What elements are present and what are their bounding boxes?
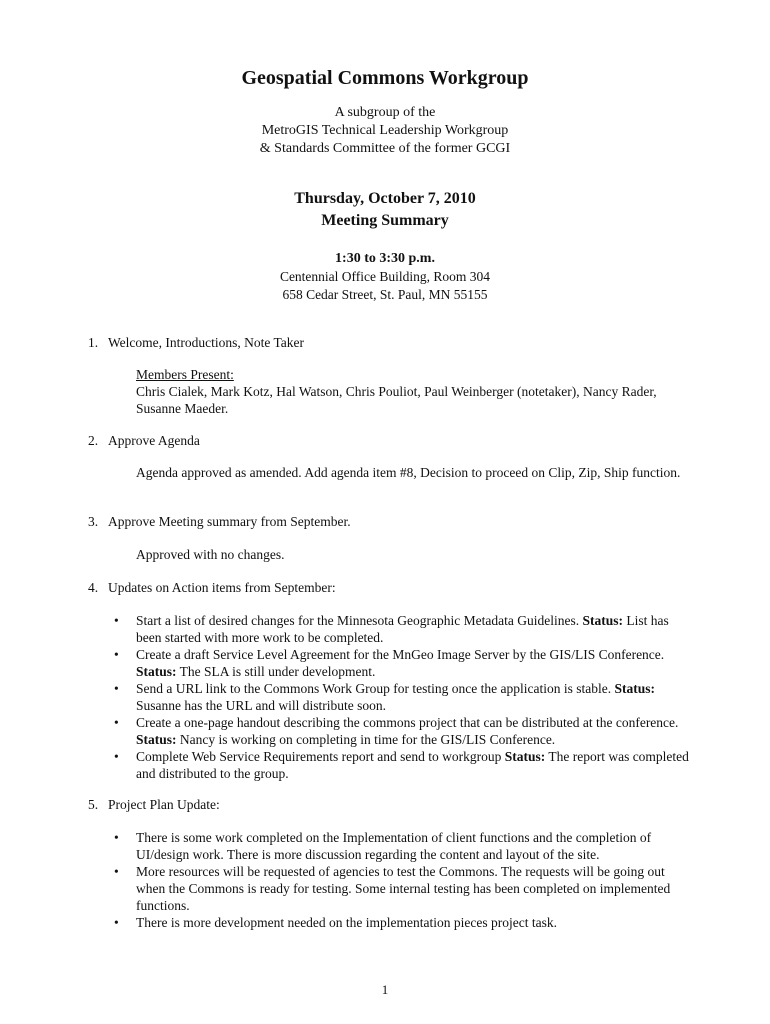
section-heading-2 [88, 432, 708, 449]
bullet-icon: • [114, 647, 119, 662]
status-label: Status: [614, 681, 655, 696]
page-number: 1 [381, 982, 389, 997]
status-label: Status: [136, 664, 177, 679]
members-list: Chris Cialek, Mark Kotz, Hal Watson, Chris Pouliot, Paul Weinberger (notetaker), Nancy Rader, Susanne Maeder. [136, 384, 657, 416]
status-label: Status: [504, 749, 546, 764]
subtitle-block [0, 104, 770, 158]
meeting-label: Meeting Summary [321, 212, 449, 229]
section-title: Welcome, Introductions, Note Taker [108, 335, 305, 350]
meeting-date: Thursday, October 7, 2010 [294, 190, 476, 207]
section-number: 3. [88, 514, 99, 529]
bullet-icon: • [114, 830, 119, 845]
meeting-details [0, 250, 770, 304]
section-number: 1. [88, 335, 99, 350]
subtitle-line: A subgroup of the [334, 105, 436, 120]
section-number: 5. [88, 797, 99, 812]
status-label: Status: [136, 732, 177, 747]
section-number: 4. [88, 580, 99, 595]
section-title: Approve Agenda [108, 433, 200, 448]
list-item: • Start a list of desired changes for the Minnesota Geographic Metadata Guidelines. Status: List has been started with more work to be completed. [114, 613, 669, 645]
list-item: • More resources will be requested of agencies to test the Commons. The requests will be going out when the Commons is ready for testing. Some internal testing has been completed on implemented functions. [114, 864, 671, 913]
subtitle-line: MetroGIS Technical Leadership Workgroup [261, 123, 509, 138]
bullet-icon: • [114, 915, 119, 930]
members-present-block [136, 366, 696, 417]
agenda-text: Agenda approved as amended. Add agenda item #8, Decision to proceed on Clip, Zip, Ship function. [136, 465, 681, 480]
meeting-heading [0, 188, 770, 232]
document-title: Geospatial Commons Workgroup [241, 67, 529, 89]
bullet-icon: • [114, 749, 119, 764]
bullet-icon: • [114, 681, 119, 696]
status-label: Status: [582, 613, 624, 628]
members-heading: Members Present: [136, 367, 234, 382]
section-heading-1 [88, 334, 708, 351]
bullet-icon: • [114, 715, 119, 730]
section-heading-5 [88, 796, 708, 813]
list-item: • There is some work completed on the Implementation of client functions and the completion of UI/design work. There is more discussion regarding the content and layout of the site. [114, 830, 652, 862]
meeting-location-line1: Centennial Office Building, Room 304 [279, 269, 491, 284]
section-title: Updates on Action items from September: [108, 580, 336, 595]
list-item: • Complete Web Service Requirements report and send to workgroup Status: The report was completed and distributed to the group. [114, 749, 689, 781]
action-items-list [110, 612, 690, 782]
meeting-location-line2: 658 Cedar Street, St. Paul, MN 55155 [282, 287, 488, 302]
list-item: • Create a draft Service Level Agreement for the MnGeo Image Server by the GIS/LIS Conference. Status: The SLA is still under development. [114, 647, 665, 679]
list-item: • Create a one-page handout describing the commons project that can be distributed at the conference. Status: Nancy is working on completing in time for the GIS/LIS Conference. [114, 715, 679, 747]
list-item: • There is more development needed on the implementation pieces project task. [114, 915, 557, 930]
bullet-icon: • [114, 613, 119, 628]
project-plan-list [110, 829, 690, 931]
meeting-time: 1:30 to 3:30 p.m. [335, 251, 435, 266]
section-title: Project Plan Update: [108, 797, 220, 812]
approval-text: Approved with no changes. [136, 547, 285, 562]
section-heading-4 [88, 579, 708, 596]
section-number: 2. [88, 433, 99, 448]
subtitle-line: & Standards Committee of the former GCGI [259, 141, 511, 156]
section-title: Approve Meeting summary from September. [108, 514, 351, 529]
bullet-icon: • [114, 864, 119, 879]
list-item: • Send a URL link to the Commons Work Group for testing once the application is stable. Status: Susanne has the URL and will distribute soon. [114, 681, 655, 713]
section-heading-3 [88, 513, 708, 530]
